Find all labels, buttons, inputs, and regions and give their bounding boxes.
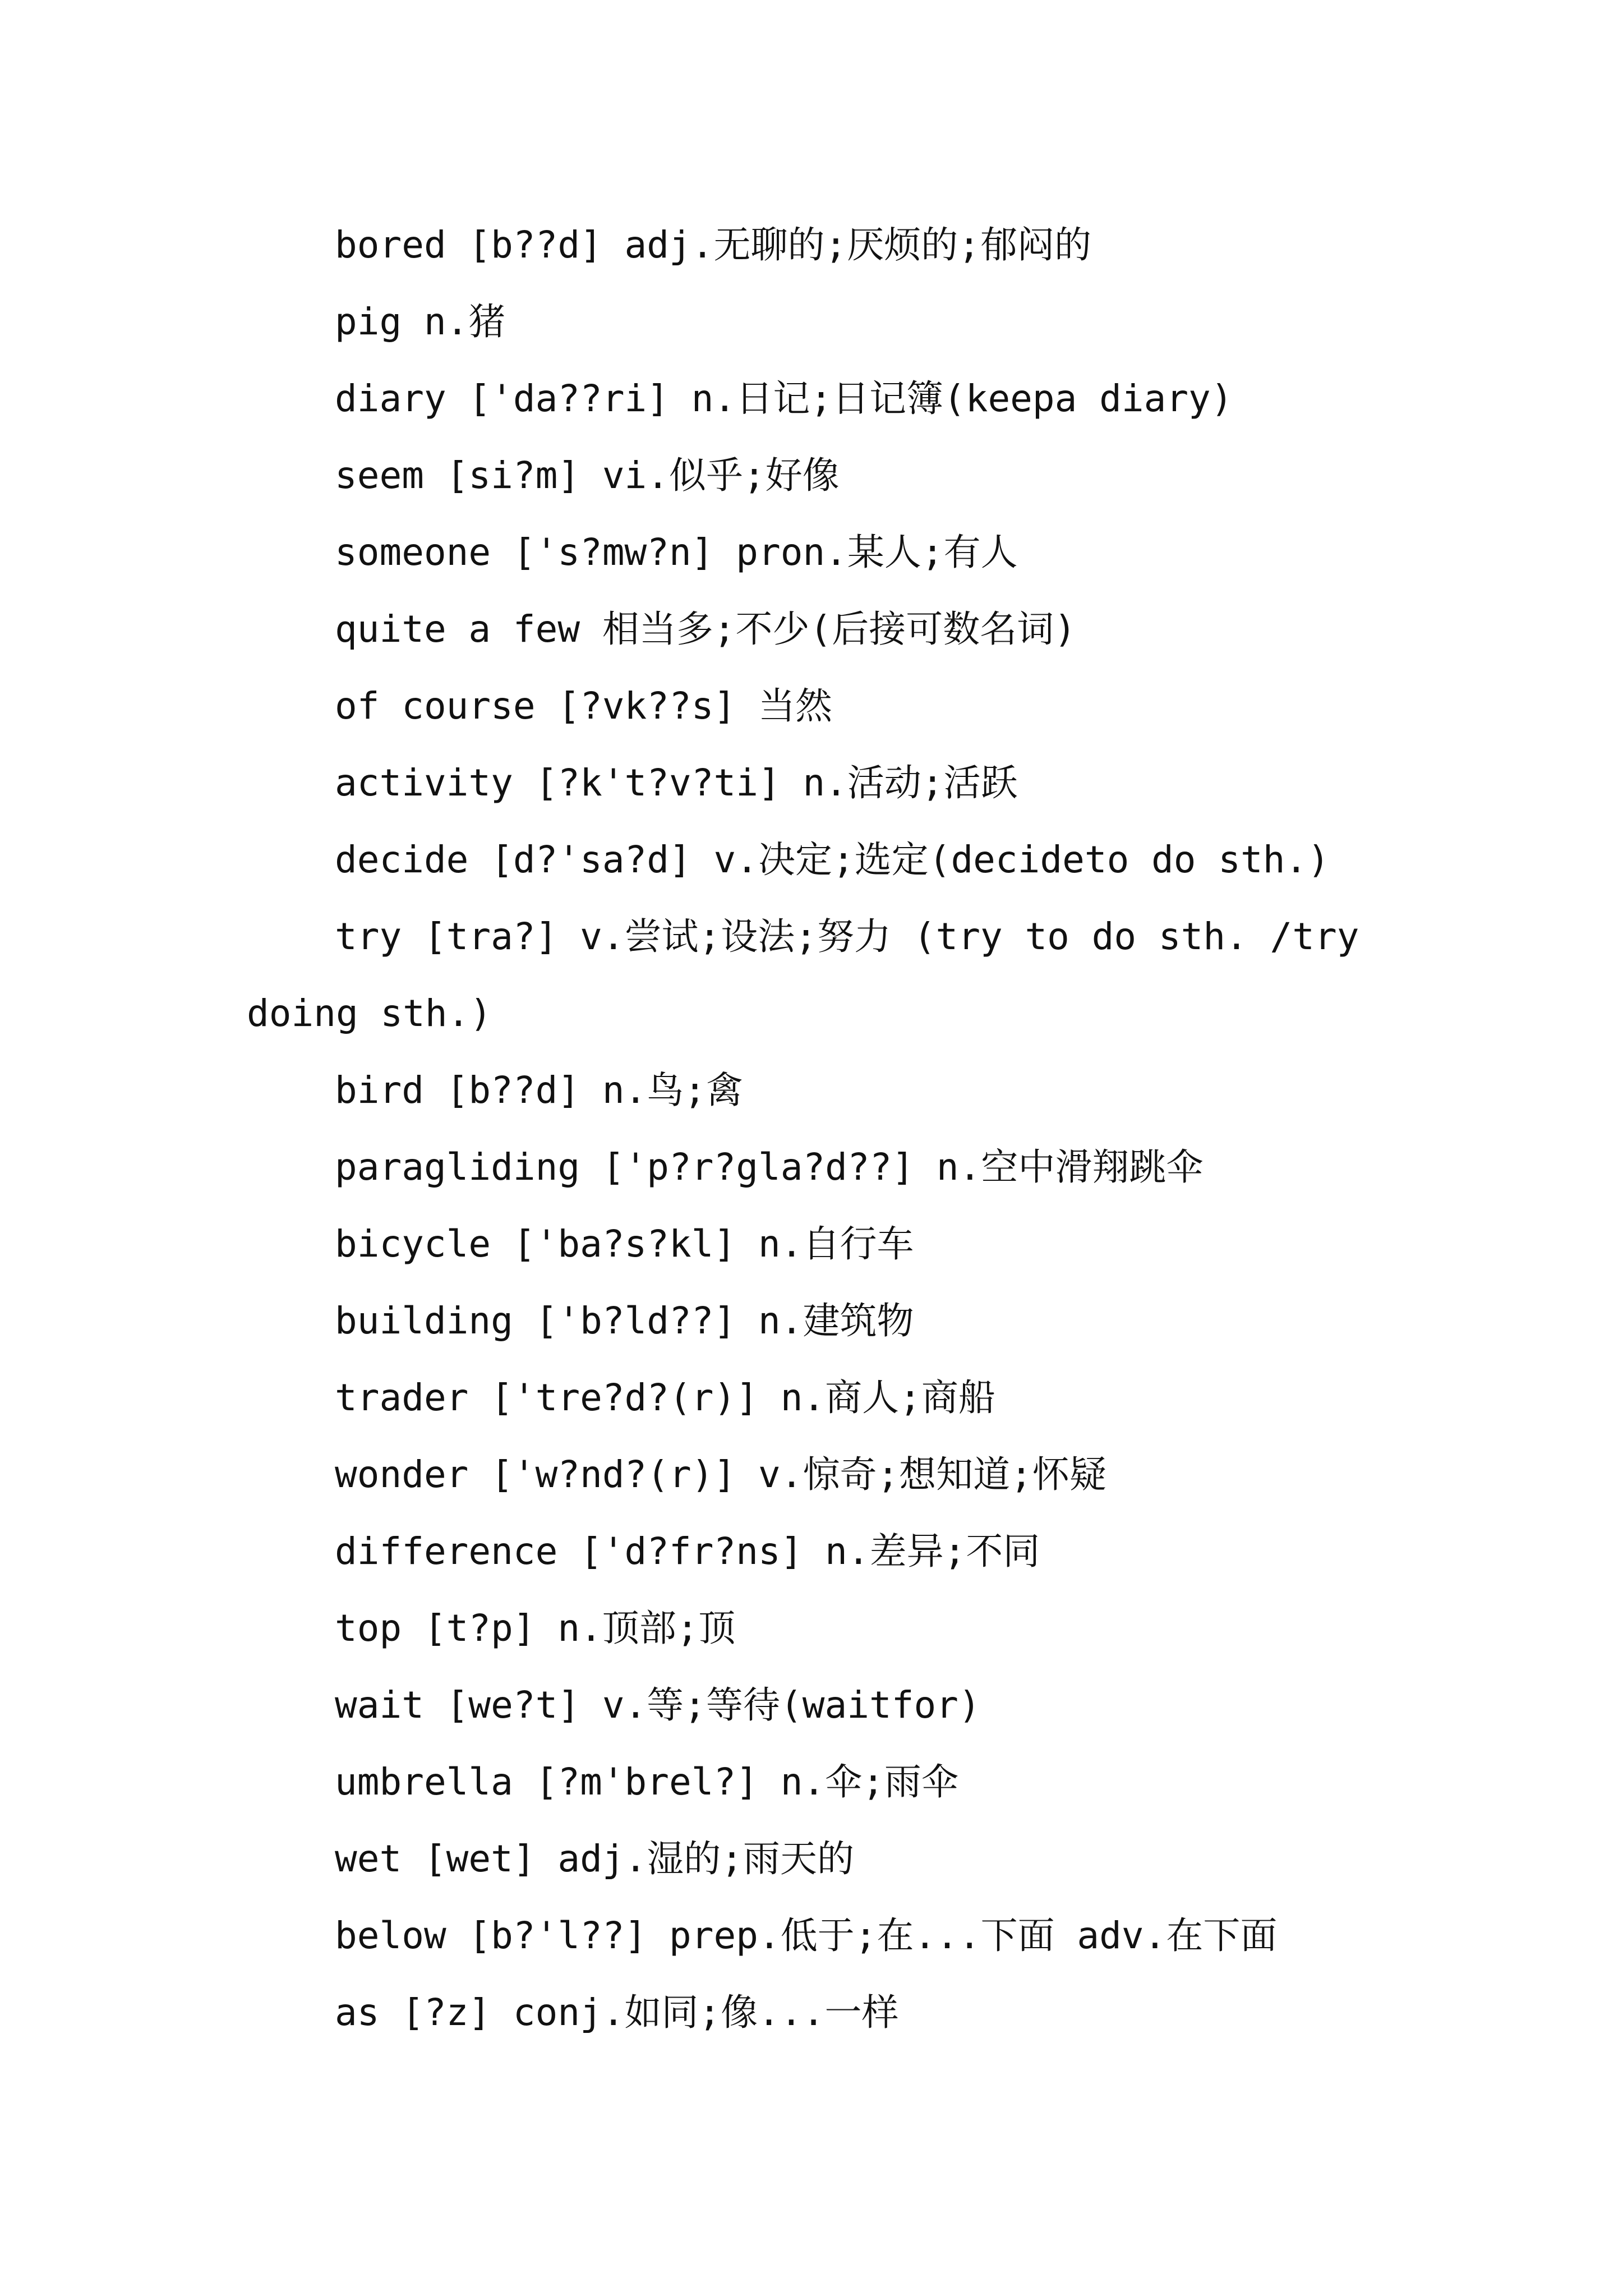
vocab-entry: of course [?vk??s] 当然 [335, 684, 832, 728]
vocab-entry: wait [we?t] v.等;等待(waitfor) [335, 1683, 981, 1727]
vocab-entry: below [b?'l??] prep.低于;在...下面 adv.在下面 [335, 1914, 1278, 1957]
vocab-entry: decide [d?'sa?d] v.决定;选定(decideto do sth.) [335, 838, 1330, 881]
vocab-entry: someone ['s?mw?n] pron.某人;有人 [335, 531, 1018, 574]
vocab-entry: bored [b??d] adj.无聊的;厌烦的;郁闷的 [335, 223, 1091, 266]
vocab-entry: wet [wet] adj.湿的;雨天的 [335, 1837, 855, 1880]
vocab-entry: wonder ['w?nd?(r)] v.惊奇;想知道;怀疑 [335, 1453, 1106, 1496]
vocab-entry: bicycle ['ba?s?kl] n.自行车 [335, 1222, 914, 1266]
vocab-entry: building ['b?ld??] n.建筑物 [335, 1299, 914, 1342]
vocab-entry: try [tra?] v.尝试;设法;努力 (try to do sth. /try doing sth.) [247, 915, 1359, 1035]
vocab-entry: paragliding ['p?r?gla?d??] n.空中滑翔跳伞 [335, 1145, 1204, 1189]
vocab-entry: diary ['da??ri] n.日记;日记簿(keepa diary) [335, 377, 1233, 420]
vocab-entry: pig n.猪 [335, 300, 506, 343]
vocab-entry: bird [b??d] n.鸟;禽 [335, 1069, 744, 1112]
vocab-entry: top [t?p] n.顶部;顶 [335, 1607, 736, 1650]
vocab-entry: quite a few 相当多;不少(后接可数名词) [335, 608, 1077, 651]
vocab-entry: trader ['tre?d?(r)] n.商人;商船 [335, 1376, 995, 1419]
vocab-entry: umbrella [?m'brel?] n.伞;雨伞 [335, 1760, 958, 1803]
vocab-entry: activity [?k't?v?ti] n.活动;活跃 [335, 761, 1018, 804]
vocab-entry: seem [si?m] vi.似乎;好像 [335, 454, 840, 497]
vocabulary-list [247, 206, 1391, 2051]
vocab-entry: as [?z] conj.如同;像...一样 [335, 1991, 899, 2034]
vocab-entry: difference ['d?fr?ns] n.差异;不同 [335, 1530, 1040, 1573]
